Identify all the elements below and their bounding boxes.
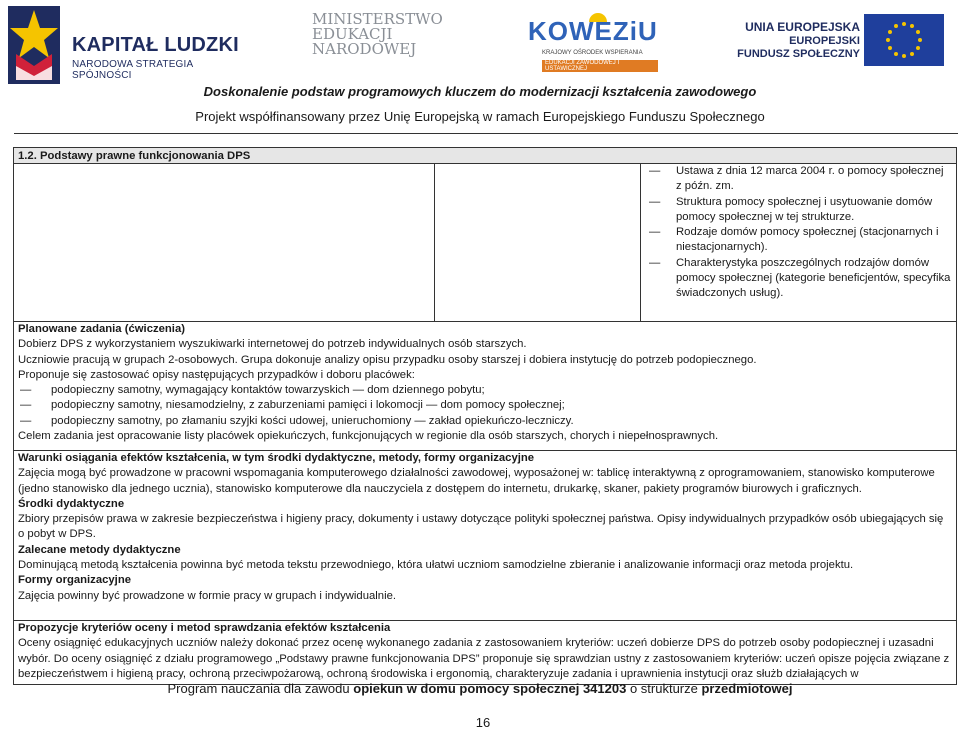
methods-heading: Zalecane metody dydaktyczne [18,543,181,556]
program-table [13,147,957,685]
tasks-paragraph-3: Proponuje się zastosować opisy następujących przypadków i doboru placówek: [18,368,415,381]
empty-cell-1 [14,164,435,322]
men-logo [304,10,454,70]
topics-cell [641,164,956,321]
footer-profession: opiekun w domu pomocy społecznej 341203 [353,681,627,696]
means-text: Zbiory przepisów prawa w zakresie bezpieczeństwa i higieny pracy, dokumenty i ustawy dotyczące polityki społecznej państwa. Opisy indywidualnych przypadków osób ubiegających się o pobyt w DPS. [18,513,944,541]
header-line-2: Projekt współfinansowany przez Unię Europejską w ramach Europejskiego Funduszu Społecznego [195,109,765,124]
forms-heading: Formy organizacyjne [18,574,132,587]
cases-list [18,383,952,429]
tasks-row [14,322,956,451]
methods-text: Dominującą metodą kształcenia powinna być metoda tekstu przewodniego, która ułatwi uczniom samodzielne zbieranie i analizowanie informacji oraz metoda projektu. [18,559,854,572]
assessment-row [14,621,956,684]
tasks-heading: Planowane zadania (ćwiczenia) [18,323,185,335]
page-number: 16 [475,715,491,730]
list-item: — podopieczny samotny, niesamodzielny, z zaburzeniami pamięci i lokomocji — dom pomocy społecznej; [20,399,565,412]
eu-line-3: FUNDUSZ SPOŁECZNY [737,48,860,60]
footer-line: Program nauczania dla zawodu opiekun w domu pomocy społecznej 341203 o strukturze przedmiotowej [167,681,793,696]
eu-logo [737,14,952,74]
assessment-heading: Propozycje kryteriów oceny i metod sprawdzania efektów kształcenia [18,622,391,634]
eu-flag-icon [864,14,944,66]
footer-structure: przedmiotowej [701,681,793,696]
forms-text: Zajęcia powinny być prowadzone w formie pracy w grupach i indywidualnie. [18,589,397,602]
list-item: — Rodzaje domów pomocy społecznej (stacjonarnych i niestacjonarnych). [649,226,939,254]
empty-cell-2 [435,164,641,322]
kapital-ludzki-star-icon [8,6,60,84]
conditions-text: Zajęcia mogą być prowadzone w pracowni wspomagania komputerowego działalności zawodowej, wyposażonej w: tablicę interaktywną z oprogramowaniem, stanowisko komputerowe (jedno stanowisko dla jednego ucznia), stanowisko komputerowe dla nauczyciela z dostępem do internetu, drukarkę, skaner, pakiety programów biurowych i graficznych. [18,467,935,495]
kapital-ludzki-title: KAPITAŁ LUDZKI [72,34,239,56]
conditions-row [14,451,956,621]
header-line-1: Doskonalenie podstaw programowych kluczem do modernizacji kształcenia zawodowego [203,84,757,99]
list-item: — Ustawa z dnia 12 marca 2004 r. o pomocy społecznej z późn. zm. [649,165,944,193]
kowezu-logo [528,8,658,70]
topics-row [14,164,956,322]
kowezu-title: KOWEZiU [528,16,658,46]
men-text: MINISTERSTWO EDUKACJI NARODOWEJ [312,10,443,58]
list-item: — Struktura pomocy społecznej i usytuowanie domów pomocy społecznej w tej strukturze. [649,195,933,223]
means-heading: Środki dydaktyczne [18,497,125,510]
tasks-paragraph-1: Dobierz DPS z wykorzystaniem wyszukiwarki internetowej do potrzeb indywidualnych osób starszych. [18,338,527,351]
header-divider [14,133,958,134]
list-item: — podopieczny samotny, po złamaniu szyjki kości udowej, unieruchomiony — zakład opiekuńczo-leczniczy. [20,414,574,427]
tasks-paragraph-4: Celem zadania jest opracowanie listy placówek opiekuńczych, funkcjonujących w regionie dla osób starszych, chorych i niepełnosprawnych. [18,430,719,443]
kapital-ludzki-subtitle: NARODOWA STRATEGIA SPÓJNOŚCI [72,59,193,81]
eu-line-1: UNIA EUROPEJSKA [745,20,860,34]
topics-list [645,164,951,302]
list-item: — podopieczny samotny, wymagający kontaktów towarzyskich — dom dziennego pobytu; [20,384,485,397]
eu-line-2: EUROPEJSKI [789,35,860,47]
kowezu-subtitle-2: EDUKACJI ZAWODOWEJ I USTAWICZNEJ [542,60,658,72]
list-item: — Charakterystyka poszczególnych rodzajów domów pomocy społecznej (kategorie beneficjentów, specyfika świadczonych usług). [649,256,951,300]
section-title: 1.2. Podstawy prawne funkcjonowania DPS [14,148,956,164]
kowezu-subtitle-1: KRAJOWY OŚRODEK WSPIERANIA [542,50,643,56]
conditions-heading: Warunki osiągania efektów kształcenia, w tym środki dydaktyczne, metody, formy organizacyjne [18,452,535,464]
kapital-ludzki-logo [8,6,248,86]
tasks-paragraph-2: Uczniowie pracują w grupach 2-osobowych. Grupa dokonuje analizy opisu przypadku osoby starszej i dobiera instytucję do potrzeb podopiecznego. [18,353,757,366]
assessment-text: Oceny osiągnięć edukacyjnych uczniów należy dokonać przez ocenę wykonanego zadania z zastosowaniem kryteriów: uczeń dobierze DPS do potrzeb osoby podopiecznej i uzasadni wybór. Do oceny osiągnięć z działu programowego „Podstawy prawne funkcjonowania DPS” proponuje się sprawdzian ustny z zastosowaniem kryteriów: uczeń opisze pojęcia związane z bezpieczeństwem i higieną pracy, ochroną przeciwpożarową, ochroną środowiska i ergonomią, charakteryzuje zadania i uprawnienia instytucji oraz służb działających w [18,637,950,680]
